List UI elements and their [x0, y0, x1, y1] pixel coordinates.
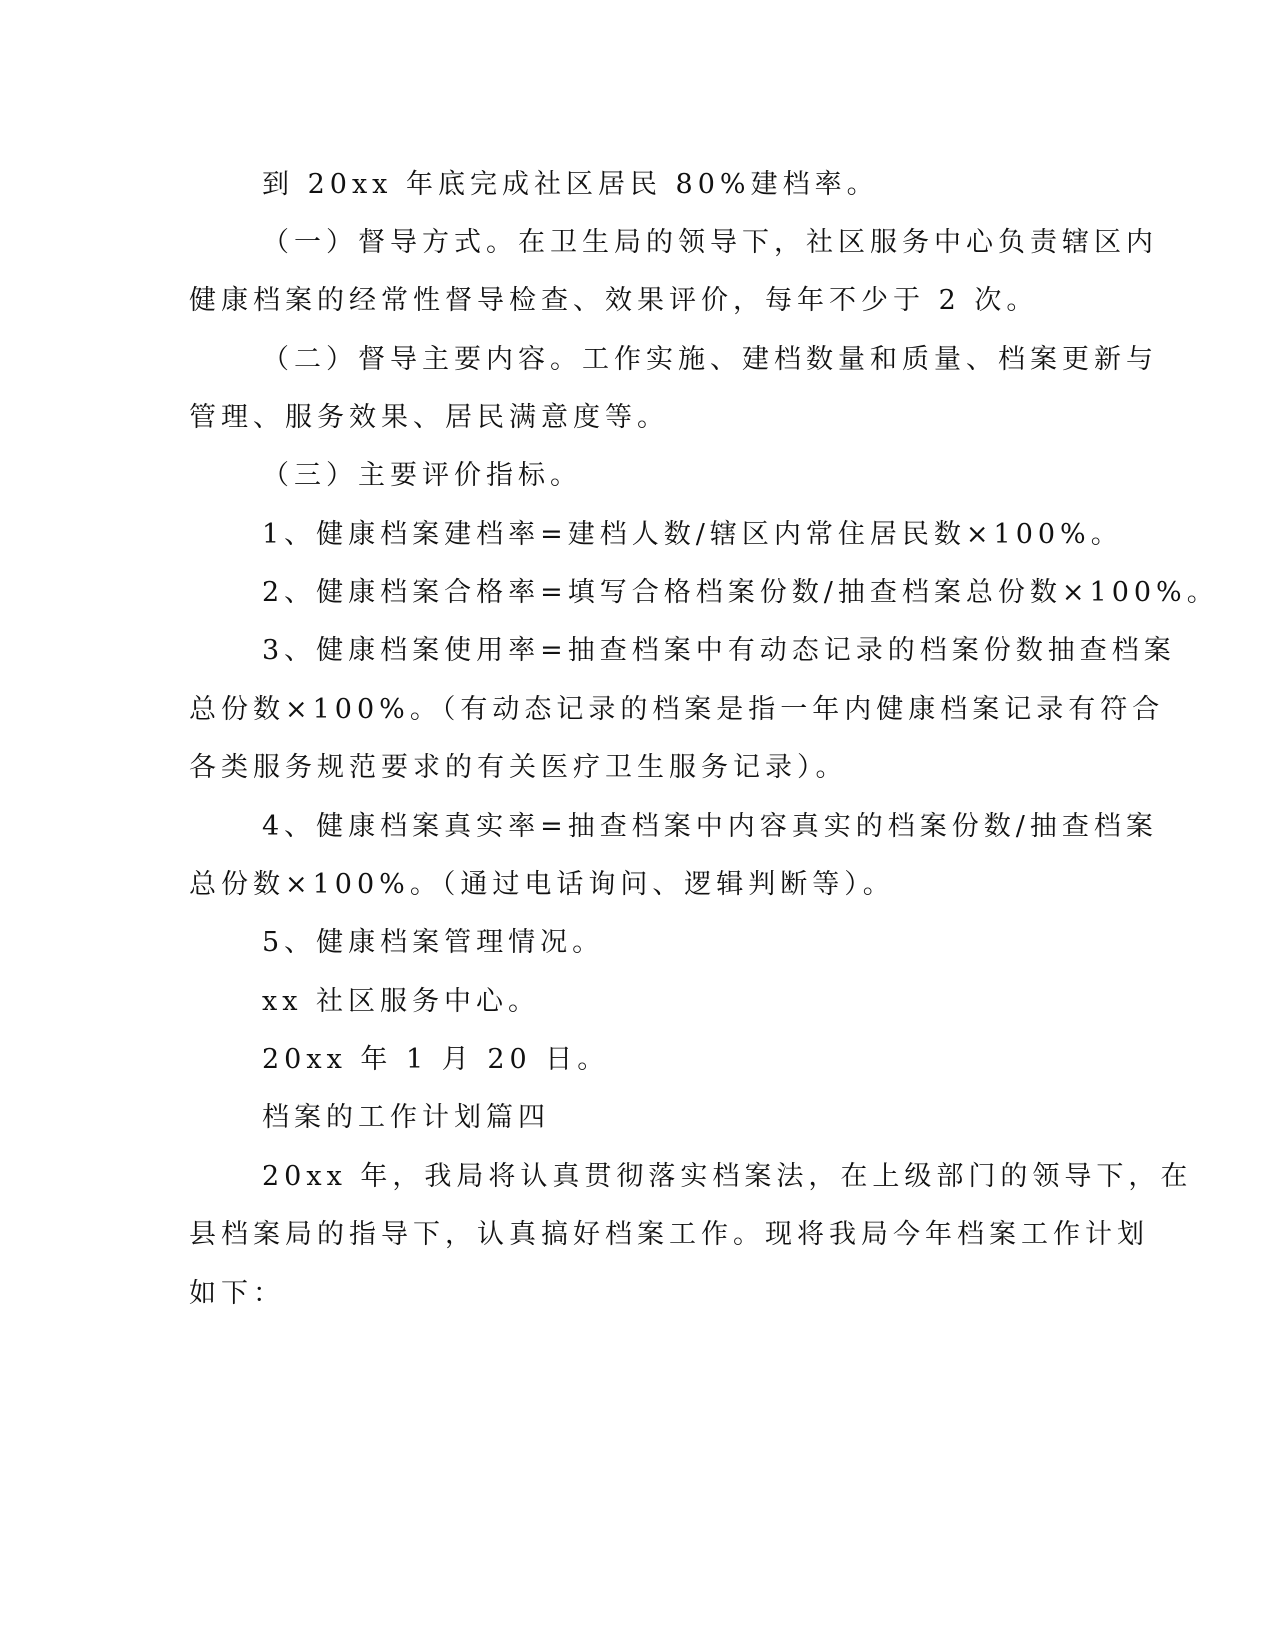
text-line: 4、健康档案真实率=抽查档案中内容真实的档案份数/抽查档案 — [262, 811, 1158, 842]
text-line: xx 社区服务中心。 — [262, 986, 541, 1017]
text-line: （一）督导方式。在卫生局的领导下，社区服务中心负责辖区内 — [262, 227, 1158, 258]
text-line: 如下： — [189, 1278, 285, 1309]
text-line: 总份数×100%。（通过电话询问、逻辑判断等）。 — [189, 869, 895, 900]
text-line: 县档案局的指导下，认真搞好档案工作。现将我局今年档案工作计划 — [189, 1219, 1149, 1250]
section-heading: 档案的工作计划篇四 — [262, 1102, 550, 1133]
text-line: 2、健康档案合格率=填写合格档案份数/抽查档案总份数×100%。 — [262, 577, 1219, 608]
text-line: （二）督导主要内容。工作实施、建档数量和质量、档案更新与 — [262, 344, 1158, 375]
text-line: 20xx 年 1 月 20 日。 — [262, 1044, 610, 1075]
text-line: 到 20xx 年底完成社区居民 80%建档率。 — [262, 169, 879, 200]
text-line: 20xx 年，我局将认真贯彻落实档案法，在上级部门的领导下，在 — [262, 1161, 1193, 1192]
text-line: （三）主要评价指标。 — [262, 460, 582, 491]
text-line: 1、健康档案建档率=建档人数/辖区内常住居民数×100%。 — [262, 519, 1123, 550]
text-line: 5、健康档案管理情况。 — [262, 927, 605, 958]
text-line: 各类服务规范要求的有关医疗卫生服务记录）。 — [189, 752, 848, 783]
text-line: 管理、服务效果、居民满意度等。 — [189, 402, 669, 433]
text-line: 3、健康档案使用率=抽查档案中有动态记录的档案份数抽查档案 — [262, 635, 1176, 666]
text-line: 总份数×100%。（有动态记录的档案是指一年内健康档案记录有符合 — [189, 694, 1165, 725]
text-line: 健康档案的经常性督导检查、效果评价，每年不少于 2 次。 — [189, 285, 1039, 316]
